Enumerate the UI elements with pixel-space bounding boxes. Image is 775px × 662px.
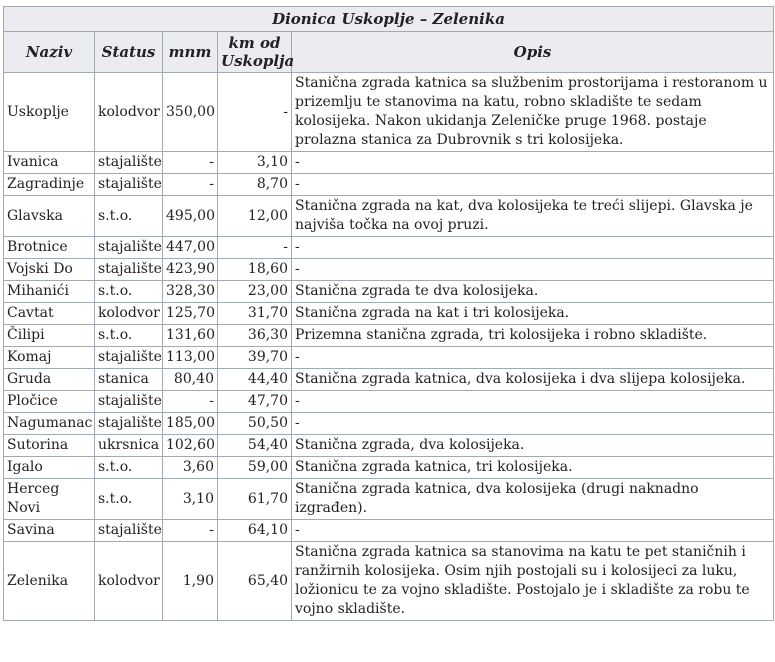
cell-km: 44,40 <box>218 369 292 391</box>
cell-opis: Stanična zgrada katnica, tri kolosijeka. <box>292 457 774 479</box>
table-row <box>4 325 774 347</box>
cell-km: 18,60 <box>218 259 292 281</box>
cell-naziv: Komaj <box>4 347 95 369</box>
cell-km: 47,70 <box>218 391 292 413</box>
cell-mnm: - <box>163 520 218 542</box>
cell-km: 59,00 <box>218 457 292 479</box>
header-status: Status <box>95 32 163 73</box>
cell-status: s.t.o. <box>95 325 163 347</box>
cell-status: stajalište <box>95 347 163 369</box>
table-title: Dionica Uskoplje – Zelenika <box>4 7 774 32</box>
table-row <box>4 347 774 369</box>
cell-mnm: 185,00 <box>163 413 218 435</box>
stations-table <box>3 6 774 621</box>
cell-status: ukrsnica <box>95 435 163 457</box>
cell-naziv: Savina <box>4 520 95 542</box>
table-row <box>4 542 774 621</box>
cell-mnm: 102,60 <box>163 435 218 457</box>
cell-opis: Stanična zgrada te dva kolosijeka. <box>292 281 774 303</box>
table-row <box>4 413 774 435</box>
cell-status: stajalište <box>95 520 163 542</box>
table-row <box>4 259 774 281</box>
cell-opis: - <box>292 413 774 435</box>
cell-naziv: Glavska <box>4 196 95 237</box>
cell-opis: - <box>292 152 774 174</box>
cell-opis: - <box>292 520 774 542</box>
cell-km: 23,00 <box>218 281 292 303</box>
header-km-line1: km od <box>228 34 281 52</box>
cell-opis: - <box>292 237 774 259</box>
table-row <box>4 196 774 237</box>
cell-naziv: Herceg Novi <box>4 479 95 520</box>
cell-naziv: Cavtat <box>4 303 95 325</box>
cell-opis: Stanična zgrada katnica, dva kolosijeka (drugi naknadno izgrađen). <box>292 479 774 520</box>
cell-opis: Stanična zgrada, dva kolosijeka. <box>292 435 774 457</box>
header-km <box>218 32 295 73</box>
cell-opis: Prizemna stanična zgrada, tri kolosijeka i robno skladište. <box>292 325 774 347</box>
cell-status: s.t.o. <box>95 196 163 237</box>
cell-km: 65,40 <box>218 542 292 621</box>
cell-mnm: - <box>163 174 218 196</box>
cell-opis: - <box>292 259 774 281</box>
cell-status: kolodvor <box>95 73 163 152</box>
cell-status: stajalište <box>95 174 163 196</box>
cell-mnm: 131,60 <box>163 325 218 347</box>
cell-status: stajalište <box>95 259 163 281</box>
cell-naziv: Vojski Do <box>4 259 95 281</box>
cell-naziv: Brotnice <box>4 237 95 259</box>
table-row <box>4 435 774 457</box>
table-row <box>4 281 774 303</box>
cell-status: stajalište <box>95 391 163 413</box>
cell-naziv: Gruda <box>4 369 95 391</box>
table-row <box>4 479 774 520</box>
cell-status: kolodvor <box>95 542 163 621</box>
cell-status: stajalište <box>95 413 163 435</box>
header-naziv: Naziv <box>4 32 95 73</box>
table-row <box>4 73 774 152</box>
cell-km: 12,00 <box>218 196 292 237</box>
table-row <box>4 391 774 413</box>
cell-mnm: 423,90 <box>163 259 218 281</box>
cell-mnm: 447,00 <box>163 237 218 259</box>
cell-mnm: 80,40 <box>163 369 218 391</box>
cell-naziv: Sutorina <box>4 435 95 457</box>
cell-mnm: - <box>163 391 218 413</box>
table-body <box>4 73 774 621</box>
cell-km: - <box>218 73 292 152</box>
table-row <box>4 174 774 196</box>
cell-km: 3,10 <box>218 152 292 174</box>
cell-km: 54,40 <box>218 435 292 457</box>
cell-status: stanica <box>95 369 163 391</box>
header-km-line2: Uskoplja <box>221 52 295 70</box>
cell-status: kolodvor <box>95 303 163 325</box>
cell-opis: Stanična zgrada na kat i tri kolosijeka. <box>292 303 774 325</box>
cell-opis: Stanična zgrada katnica, dva kolosijeka i dva slijepa kolosijeka. <box>292 369 774 391</box>
cell-km: 8,70 <box>218 174 292 196</box>
table-row <box>4 152 774 174</box>
cell-naziv: Mihanići <box>4 281 95 303</box>
cell-km: 64,10 <box>218 520 292 542</box>
table-row <box>4 303 774 325</box>
cell-naziv: Nagumanac <box>4 413 95 435</box>
cell-mnm: 1,90 <box>163 542 218 621</box>
cell-opis: - <box>292 347 774 369</box>
cell-status: stajalište <box>95 152 163 174</box>
cell-mnm: 350,00 <box>163 73 218 152</box>
title-row <box>4 7 774 32</box>
cell-opis: Stanična zgrada na kat, dva kolosijeka te treći slijepi. Glavska je najviša točka na ovoj pruzi. <box>292 196 774 237</box>
cell-status: s.t.o. <box>95 281 163 303</box>
cell-km: 50,50 <box>218 413 292 435</box>
cell-mnm: 495,00 <box>163 196 218 237</box>
cell-mnm: 3,60 <box>163 457 218 479</box>
cell-km: 36,30 <box>218 325 292 347</box>
cell-km: 61,70 <box>218 479 292 520</box>
cell-mnm: 328,30 <box>163 281 218 303</box>
cell-naziv: Ivanica <box>4 152 95 174</box>
cell-status: s.t.o. <box>95 457 163 479</box>
cell-mnm: 125,70 <box>163 303 218 325</box>
cell-opis: Stanična zgrada katnica sa stanovima na katu te pet staničnih i ranžirnih kolosijeka. Osim njih postojali su i kolosijeci za luku, ložionicu te za vojno skladište. Postojalo je i skladište za robu te vojno skladište. <box>292 542 774 621</box>
cell-naziv: Zagradinje <box>4 174 95 196</box>
header-mnm: mnm <box>163 32 218 73</box>
cell-naziv: Čilipi <box>4 325 95 347</box>
table-row <box>4 237 774 259</box>
header-opis: Opis <box>292 32 774 73</box>
table-row <box>4 369 774 391</box>
header-row <box>4 32 774 73</box>
cell-status: s.t.o. <box>95 479 163 520</box>
cell-km: - <box>218 237 292 259</box>
cell-mnm: - <box>163 152 218 174</box>
cell-naziv: Pločice <box>4 391 95 413</box>
cell-km: 39,70 <box>218 347 292 369</box>
cell-mnm: 3,10 <box>163 479 218 520</box>
cell-opis: - <box>292 391 774 413</box>
cell-km: 31,70 <box>218 303 292 325</box>
cell-opis: - <box>292 174 774 196</box>
cell-naziv: Zelenika <box>4 542 95 621</box>
cell-mnm: 113,00 <box>163 347 218 369</box>
table-row <box>4 457 774 479</box>
cell-naziv: Igalo <box>4 457 95 479</box>
cell-naziv: Uskoplje <box>4 73 95 152</box>
cell-status: stajalište <box>95 237 163 259</box>
table-row <box>4 520 774 542</box>
cell-opis: Stanična zgrada katnica sa službenim prostorijama i restoranom u prizemlju te stanovima na katu, robno skladište te sedam kolosijeka. Nakon ukidanja Zeleničke pruge 1968. postaje prolazna stanica za Dubrovnik s tri kolosijeka. <box>292 73 774 152</box>
